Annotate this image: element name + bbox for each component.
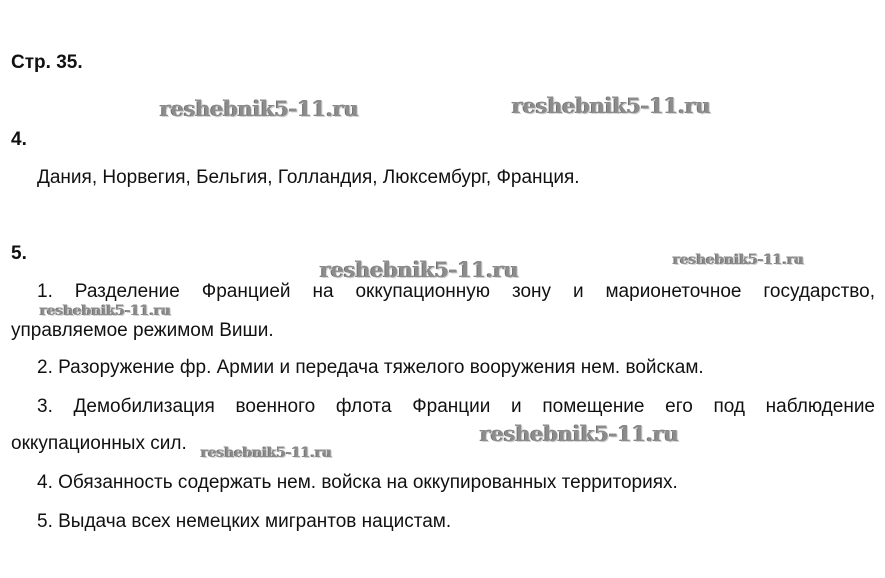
watermark: reshebnik5-11.ru: [673, 252, 804, 268]
task-5-item-3-line-1: 3. Демобилизация военного флота Франции и помещение его под наблюдение: [37, 396, 875, 417]
watermark: reshebnik5-11.ru: [320, 257, 519, 282]
page-label: Стр. 35.: [11, 52, 83, 73]
task-5-item-5: 5. Выдача всех немецких мигрантов нацистам.: [37, 511, 452, 532]
watermark: reshebnik5-11.ru: [512, 93, 711, 118]
task-5-item-1-line-2: управляемое режимом Виши.: [11, 320, 274, 341]
task-4-number: 4.: [11, 129, 27, 150]
task-4-answer: Дания, Норвегия, Бельгия, Голландия, Люксембург, Франция.: [37, 167, 580, 188]
task-5-item-2: 2. Разоружение фр. Армии и передача тяжелого вооружения нем. войскам.: [37, 357, 704, 378]
watermark: reshebnik5-11.ru: [40, 303, 171, 319]
task-5-item-1-line-1: 1. Разделение Францией на оккупационную зону и марионеточное государство,: [37, 281, 875, 302]
task-5-item-4: 4. Обязанность содержать нем. войска на оккупированных территориях.: [37, 472, 678, 493]
task-5-item-3-line-2: оккупационных сил.: [11, 433, 187, 454]
task-5-number: 5.: [11, 243, 27, 264]
watermark: reshebnik5-11.ru: [160, 96, 359, 121]
watermark: reshebnik5-11.ru: [201, 445, 332, 461]
watermark: reshebnik5-11.ru: [480, 421, 679, 446]
